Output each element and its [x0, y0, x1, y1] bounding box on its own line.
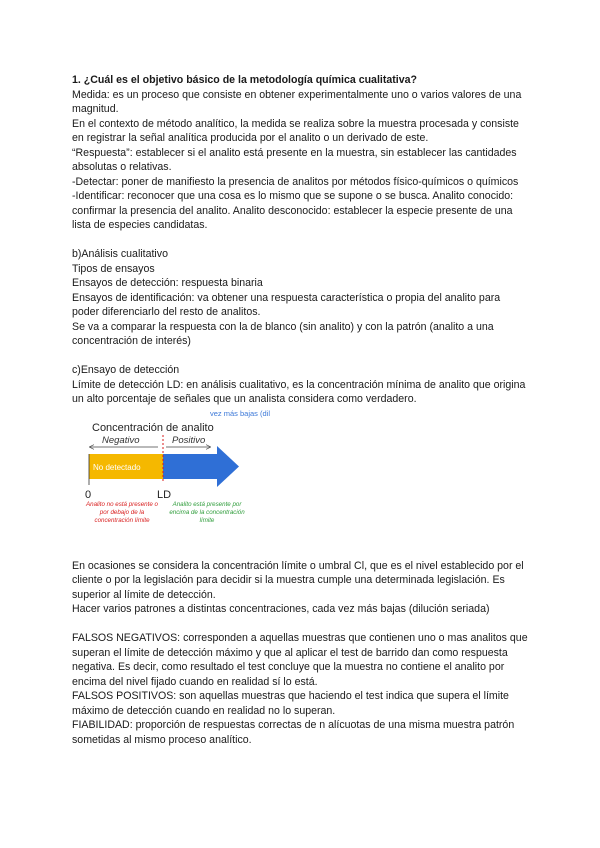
below-ld-note: Analito no está presente o por debajo de la concentración límite — [86, 500, 158, 524]
above-ld-note: Analito está presente por encima de la concentración límite — [169, 500, 245, 524]
section-c-line: Límite de detección LD: en análisis cualitativo, es la concentración mínima de analito que origina un alto porcentaje de señales que un analista considera como verdadero. — [72, 378, 526, 405]
figure-title: Concentración de analito — [92, 421, 214, 434]
paragraph-response: “Respuesta”: establecer si el analito está presente en la muestra, sin establecer las cantidades absolutas o relativas. — [72, 146, 517, 173]
detected-bar — [163, 454, 217, 479]
section-d-line: Hacer varios patrones a distintas concentraciones, cada vez más bajas (dilución seriada) — [72, 603, 490, 615]
false-positives: FALSOS POSITIVOS: son aquellas muestras que haciendo el test indica que supera el límite máximo de detección cuando en realidad no lo superan. — [72, 690, 509, 717]
paragraph-detect: -Detectar: poner de manifiesto la presencia de analitos por métodos físico-químicos o químicos — [72, 175, 519, 188]
not-detected-label: No detectado — [93, 462, 141, 472]
ld-label: LD — [157, 488, 172, 501]
positive-label: Positivo — [172, 434, 206, 446]
reliability: FIABILIDAD: proporción de respuestas correctas de n alícuotas de una misma muestra patrón sometidas al mismo proceso analítico. — [72, 719, 515, 746]
negative-label: Negativo — [102, 434, 140, 446]
section-b-line: Ensayos de detección: respuesta binaria — [72, 277, 263, 289]
figure-overlay-note: vez más bajas (dil — [210, 408, 271, 418]
detected-arrow-head — [217, 446, 239, 487]
section-b-line: Se va a comparar la respuesta con la de blanco (sin analito) y con la patrón (analito a una concentración de interés) — [72, 320, 494, 347]
false-negatives: FALSOS NEGATIVOS: corresponden a aquellas muestras que contienen uno o mas analitos que superan el límite de detección máximo y que al aplicar el test de barrido dan como respuesta negativa. Es decir, como resultado el test concluye que la muestra no contiene el analito por encima del nivel fijado cuando en realidad sí lo está. — [72, 632, 528, 688]
paragraph-measure: Medida: es un proceso que consiste en obtener experimentalmente uno o varios valores de una magnitud. — [72, 88, 522, 115]
paragraph-context: En el contexto de método analítico, la medida se realiza sobre la muestra procesada y consiste en registrar la señal analítica producida por el analito o un derivado de este. — [72, 117, 519, 144]
section-c-heading: c)Ensayo de detección — [72, 364, 180, 376]
section-1-title: 1. ¿Cuál es el objetivo básico de la metodología química cualitativa? — [72, 74, 417, 86]
document-page — [72, 73, 528, 747]
section-d-line: En ocasiones se considera la concentración límite o umbral Cl, que es el nivel establecido por el cliente o por la legislación para decidir si la muestra cumple una determinada legislación. Es superior al límite de detección. — [72, 559, 524, 601]
section-b-line: Tipos de ensayos — [72, 262, 155, 275]
section-b-line: Ensayos de identificación: va obtener una respuesta característica o propia del analito para poder diferenciarlo del resto de analitos. — [72, 291, 501, 318]
section-b-heading: b)Análisis cualitativo — [72, 248, 168, 260]
detection-limit-figure — [72, 407, 528, 559]
zero-label: 0 — [85, 488, 92, 501]
paragraph-identify: -Identificar: reconocer que una cosa es lo mismo que se supone o se busca. Analito conocido: confirmar la presencia del analito. Analito desconocido: establecer la especie presente de una lista de especies candidatas. — [72, 190, 514, 231]
detection-limit-diagram — [72, 407, 528, 559]
